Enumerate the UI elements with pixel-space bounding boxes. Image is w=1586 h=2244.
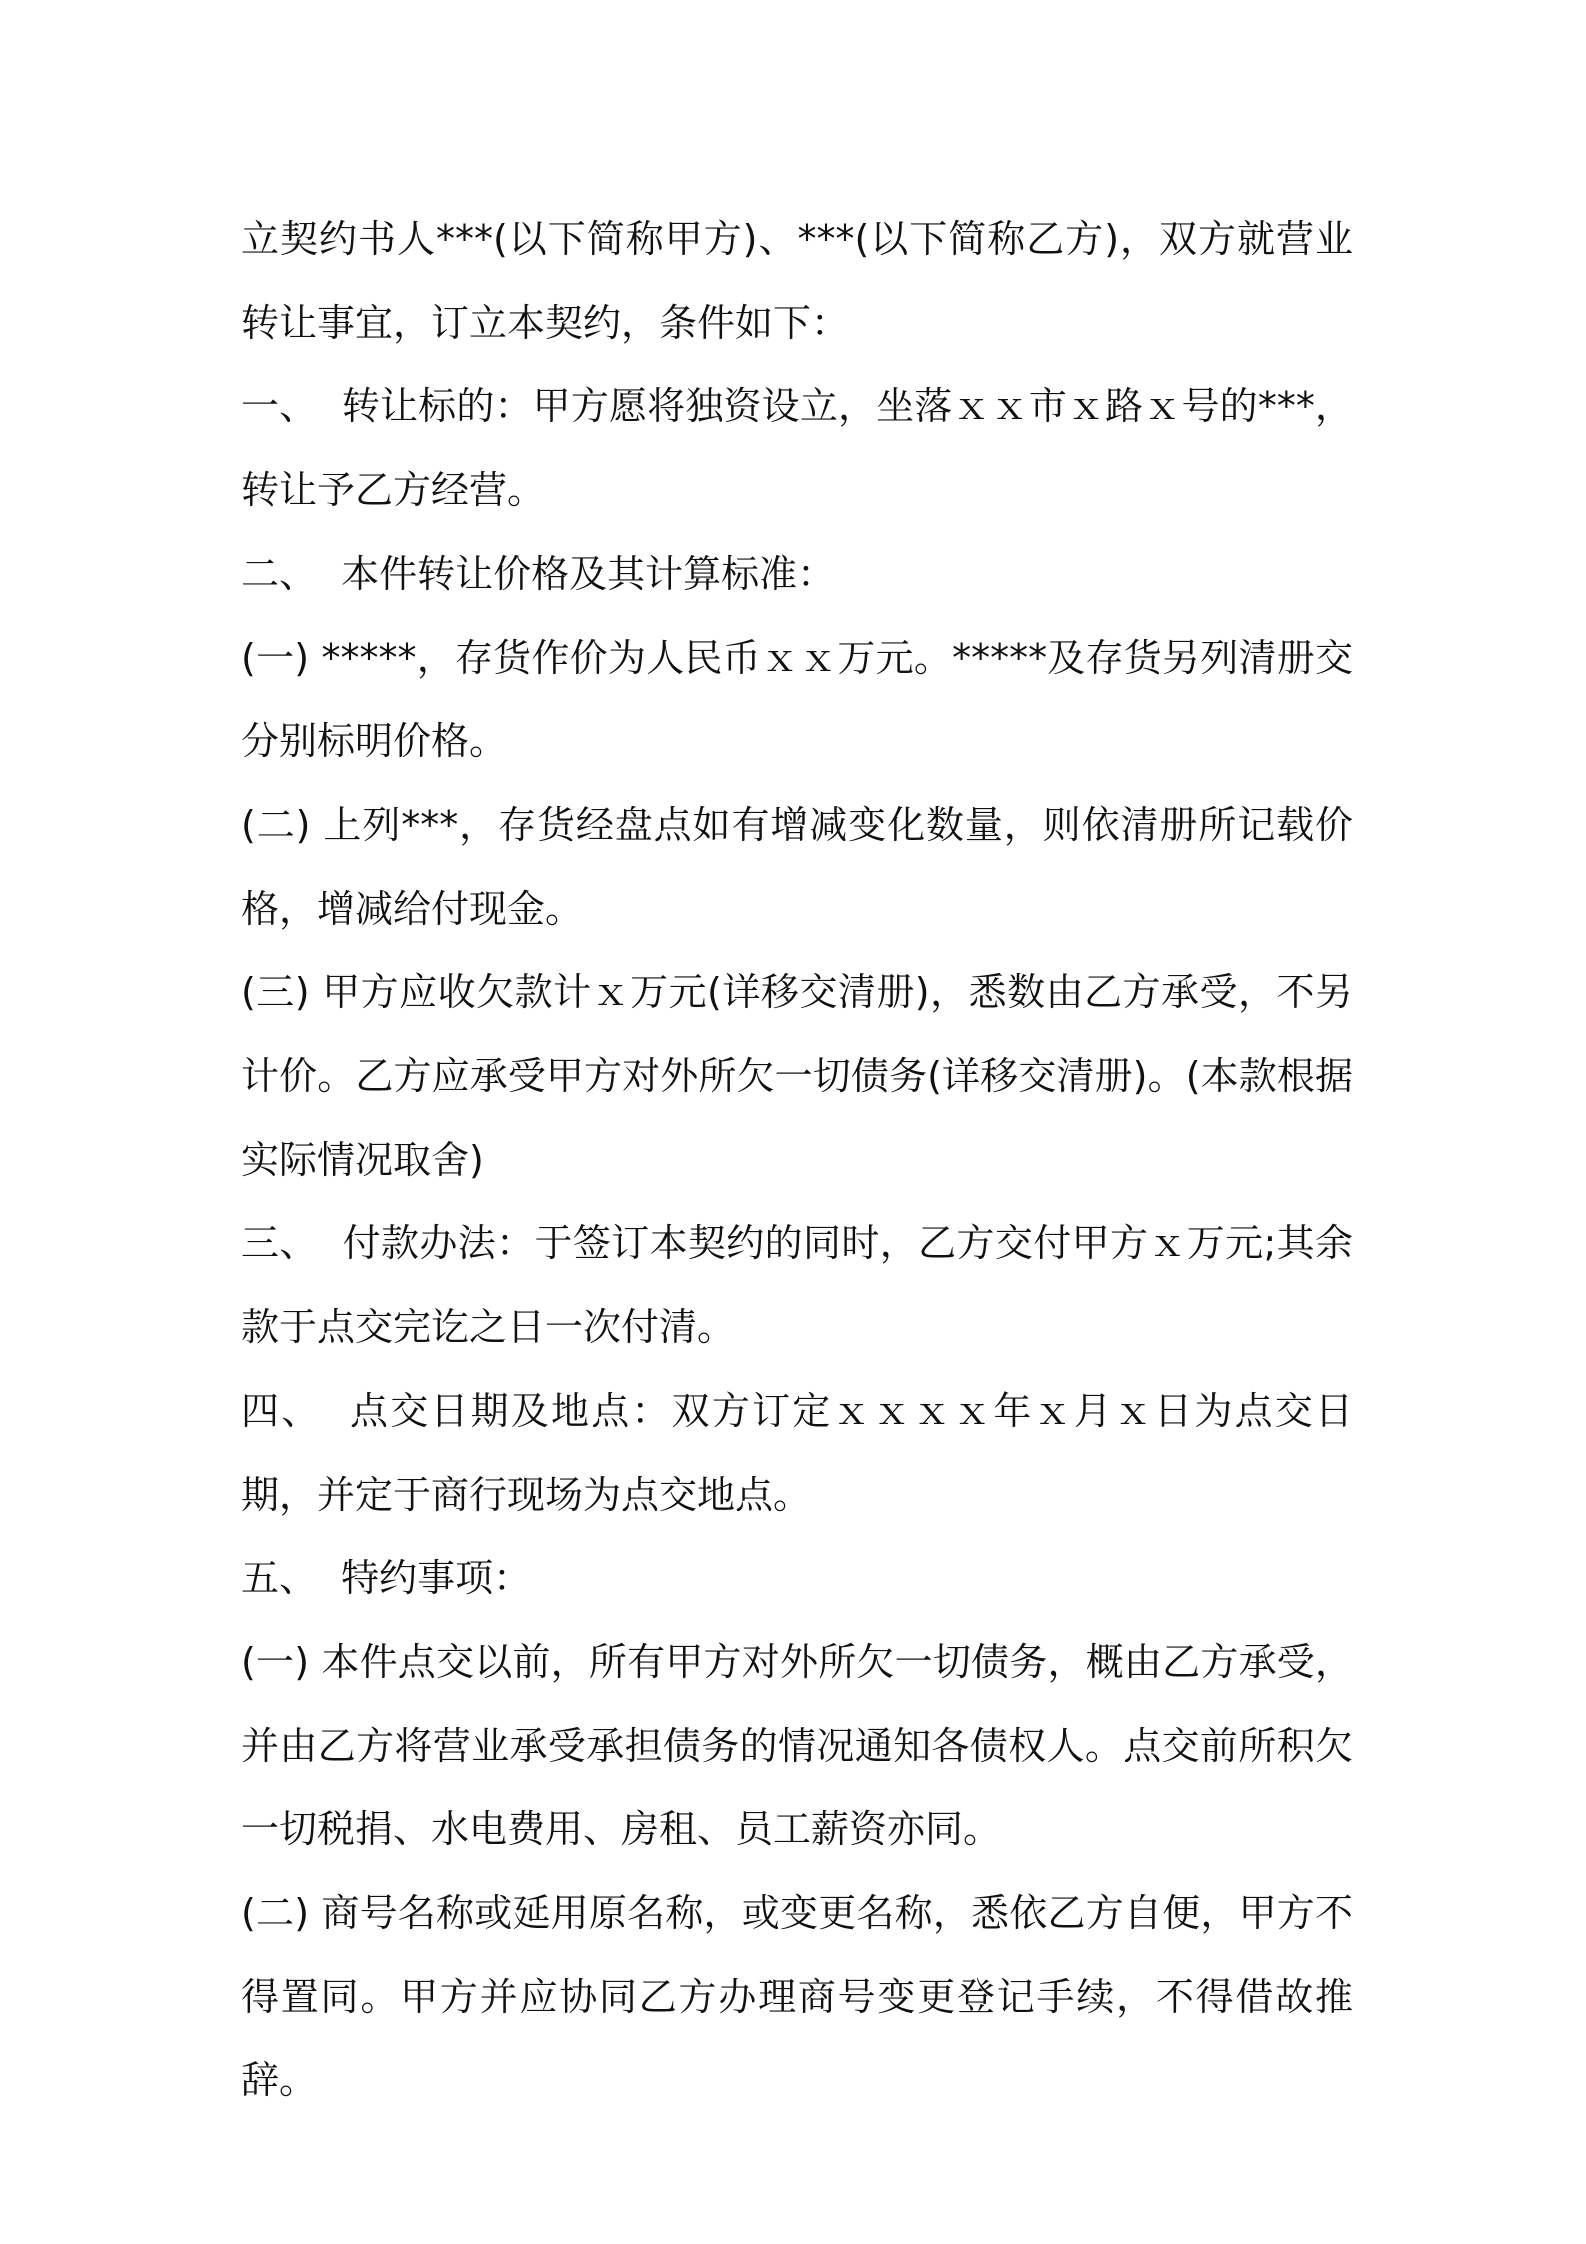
clause-5-item-1: (一) 本件点交以前，所有甲方对外所欠一切债务，概由乙方承受，并由乙方将营业承受承担债务的情况通知各债权人。点交前所积欠一切税捐、水电费用、房租、员工薪资亦同。 <box>241 1639 1353 1852</box>
clause-1-transfer-object: 一、 转让标的：甲方愿将独资设立，坐落ｘｘ市ｘ路ｘ号的***，转让予乙方经营。 <box>241 384 1353 513</box>
preamble-paragraph: 立契约书人***(以下简称甲方)、***(以下简称乙方)，双方就营业转让事宜，订立本契约，条件如下： <box>241 217 1353 345</box>
clause-5-item-2: (二) 商号名称或延用原名称，或变更名称，悉依乙方自便，甲方不得置同。甲方并应协同乙方办理商号变更登记手续，不得借故推辞。 <box>241 1891 1353 2103</box>
clause-3-payment: 三、 付款办法：于签订本契约的同时，乙方交付甲方ｘ万元;其余款于点交完讫之日一次付清。 <box>241 1221 1353 1350</box>
contract-body <box>241 198 1353 2123</box>
clause-2-item-2: (二) 上列***，存货经盘点如有增减变化数量，则依清册所记载价格，增减给付现金。 <box>241 802 1353 931</box>
clause-5-heading: 五、 特约事项： <box>241 1556 532 1601</box>
clause-2-item-3: (三) 甲方应收欠款计ｘ万元(详移交清册)，悉数由乙方承受，不另计价。乙方应承受甲方对外所欠一切债务(详移交清册)。(本款根据实际情况取舍) <box>241 970 1353 1182</box>
clause-2-item-1: (一) *****，存货作价为人民币ｘｘ万元。*****及存货另列清册交分别标明价格。 <box>241 635 1353 764</box>
clause-2-heading: 二、 本件转让价格及其计算标准： <box>241 551 836 596</box>
clause-4-handover-date: 四、 点交日期及地点：双方订定ｘｘｘｘ年ｘ月ｘ日为点交日期，并定于商行现场为点交地点。 <box>241 1388 1353 1517</box>
